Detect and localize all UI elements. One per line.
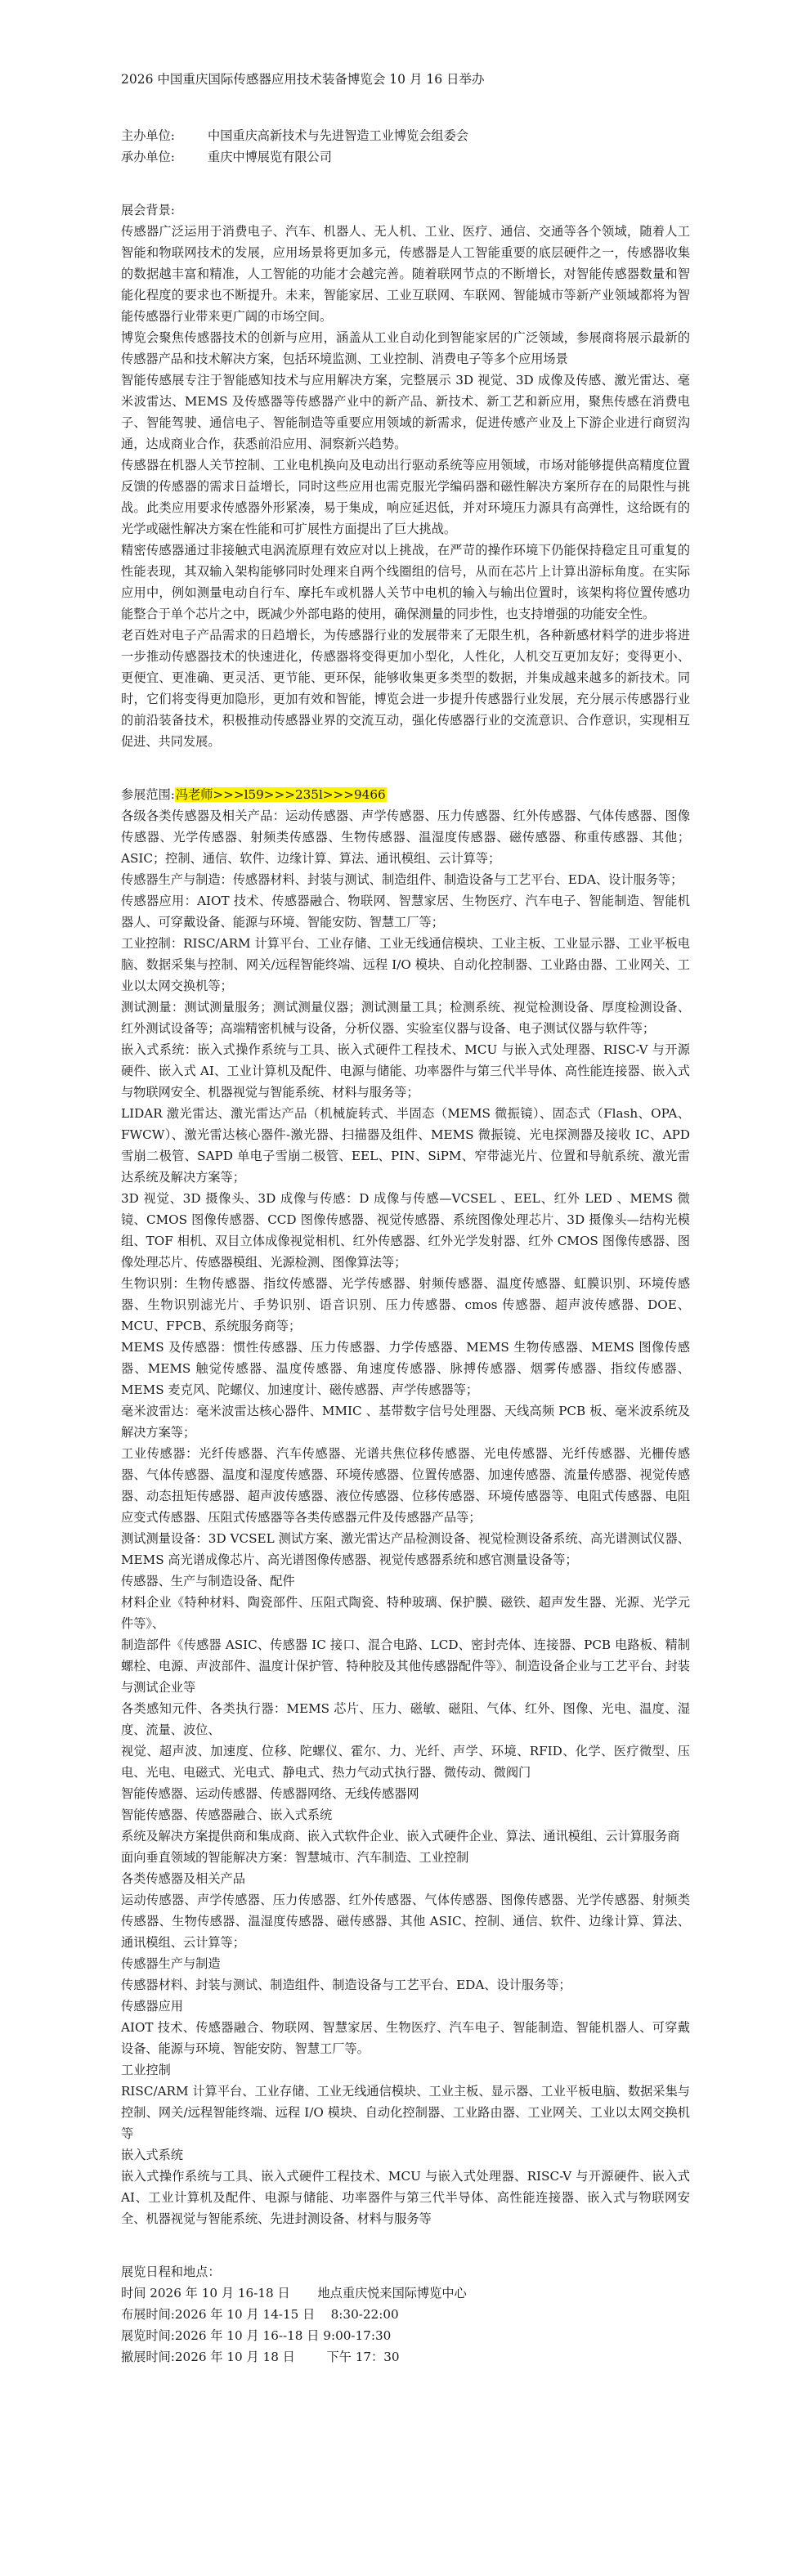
scope-paragraph: 嵌入式操作系统与工具、嵌入式硬件工程技术、MCU 与嵌入式处理器、RISC-V 与开源硬件、嵌入式 AI、工业计算机及配件、电源与储能、功率器件与第三代半导体、高性能连接器、嵌入式与物联网安全、机器视觉与智能系统、先进封测设备、材料与服务等 bbox=[121, 2169, 690, 2226]
scope-paragraph: 生物识别：生物传感器、指纹传感器、光学传感器、射频传感器、温度传感器、虹膜识别、环境传感器、生物识别滤光片、手势识别、语音识别、压力传感器、cmos 传感器、超声波传感器、DOE、MCU、FPCB、系统服务商等； bbox=[121, 1276, 690, 1333]
schedule-line: 撤展时间:2026 年 10 月 18 日 下午 17：30 bbox=[121, 2350, 400, 2364]
scope-paragraph: 材料企业《特种材料、陶瓷部件、压阻式陶瓷、特种玻璃、保护膜、磁铁、超声发生器、光源、光学元件等》、 bbox=[121, 1595, 690, 1631]
scope-paragraph: 视觉、超声波、加速度、位移、陀螺仪、霍尔、力、光纤、声学、环境、RFID、化学、医疗微型、压电、光电、电磁式、光电式、静电式、热力气动式执行器、微传动、微阀门 bbox=[121, 1744, 690, 1780]
scope-label: 参展范围: bbox=[121, 787, 175, 802]
host-label: 主办单位: bbox=[121, 128, 175, 143]
scope-paragraph: 传感器生产与制造：传感器材料、封装与测试、制造组件、制造设备与工艺平台、EDA、设计服务等； bbox=[121, 872, 683, 887]
background-paragraph: 精密传感器通过非接触式电涡流原理有效应对以上挑战，在严苛的操作环境下仍能保持稳定且可重复的性能表现，其双输入架构能够同时处理来自两个线圈组的信号，从而在芯片上计算出游标角度。在实际应用中，例如测量电动自行车、摩托车或机器人关节中电机的输入与输出位置时，该架构将位置传感功能整合于单个芯片之中，既减少外部电路的使用，确保测量的同步性，也支持增强的功能安全性。 bbox=[121, 543, 690, 621]
scope-section bbox=[121, 805, 690, 2229]
scope-paragraph: 嵌入式系统：嵌入式操作系统与工具、嵌入式硬件工程技术、MCU 与嵌入式处理器、RISC-V 与开源硬件、嵌入式 AI、工业计算机及配件、电源与储能、功率器件与第三代半导体、高性能连接器、嵌入式与物联网安全、机器视觉与智能系统、材料与服务等； bbox=[121, 1042, 690, 1100]
scope-paragraph: LIDAR 激光雷达、激光雷达产品（机械旋转式、半固态（MEMS 微振镜）、固态式（Flash、OPA、FWCW）、激光雷达核心器件-激光器、扫描器及组件、MEMS 微振镜、光电探测器及接收 IC、APD 雪崩二极管、SAPD 单电子雪崩二极管、EEL、PIN、SiPM、窄带滤光片、位置和导航系统、激光雷达系统及解决方案等； bbox=[121, 1106, 690, 1185]
scope-paragraph: RISC/ARM 计算平台、工业存储、工业无线通信模块、工业主板、显示器、工业平板电脑、数据采集与控制、网关/远程智能终端、远程 I/O 模块、自动化控制器、工业路由器、工业网关、工业以太网交换机等 bbox=[121, 2084, 690, 2141]
undertaker-label: 承办单位: bbox=[121, 150, 175, 164]
background-paragraph: 传感器广泛运用于消费电子、汽车、机器人、无人机、工业、医疗、通信、交通等各个领域，随着人工智能和物联网技术的发展，应用场景将更加多元，传感器是人工智能重要的底层硬件之一，传感器收集的数据越丰富和精准，人工智能的功能才会越完善。随着联网节点的不断增长，对智能传感器数量和智能化程度的要求也不断提升。未来，智能家居、工业互联网、车联网、智能城市等新产业领域都将为智能传感器行业带来更广阔的市场空间。 bbox=[121, 224, 690, 324]
scope-paragraph: 各类感知元件、各类执行器：MEMS 芯片、压力、磁敏、磁阻、气体、红外、图像、光电、温度、湿度、流量、波位、 bbox=[121, 1701, 690, 1737]
background-heading: 展会背景: bbox=[121, 203, 175, 217]
scope-paragraph: 各级各类传感器及相关产品：运动传感器、声学传感器、压力传感器、红外传感器、气体传感器、图像传感器、光学传感器、射频类传感器、生物传感器、温湿度传感器、磁传感器、称重传感器、其他；ASIC；控制、通信、软件、边缘计算、算法、通讯模组、云计算等； bbox=[121, 809, 690, 866]
background-paragraph: 老百姓对电子产品需求的日趋增长，为传感器行业的发展带来了无限生机，各种新感材料学的进步将进一步推动传感器技术的快速进化，传感器将变得更加小型化，人性化，人机交互更加友好；变得更小、更便宜、更准确、更灵活、更节能、更环保，能够收集更多类型的数据，并集成越来越多的新技术。同时，它们将变得更加隐形，更加有效和智能，博览会进一步提升传感器行业发展，充分展示传感器行业的前沿装备技术，积极推动传感器业界的交流互动，强化传感器行业的交流意识、合作意识，实现相互促进、共同发展。 bbox=[121, 628, 690, 749]
contact-highlight: 冯老师>>>l59>>>235l>>>9466 bbox=[175, 787, 386, 802]
scope-paragraph: 测试测量设备：3D VCSEL 测试方案、激光雷达产品检测设备、视觉检测设备系统、高光谱测试仪器、MEMS 高光谱成像芯片、高光谱图像传感器、视觉传感器系统和感官测量设备等； bbox=[121, 1531, 690, 1567]
scope-paragraph: 工业控制 bbox=[121, 2063, 171, 2077]
scope-paragraph: 传感器材料、封装与测试、制造组件、制造设备与工艺平台、EDA、设计服务等； bbox=[121, 1978, 571, 1992]
scope-paragraph: 面向垂直领域的智能解决方案：智慧城市、汽车制造、工业控制 bbox=[121, 1850, 469, 1865]
undertaker-name: 重庆中博展览有限公司 bbox=[208, 150, 332, 164]
scope-paragraph: 制造部件《传感器 ASIC、传感器 IC 接口、混合电路、LCD、密封壳体、连接器、PCB 电路板、精制螺栓、电源、声波部件、温度计保护管、特种胶及其他传感器配件等》、制造设备企业与工艺平台、封装与测试企业等 bbox=[121, 1637, 690, 1695]
scope-paragraph: 测试测量：测试测量服务；测试测量仪器；测试测量工具；检测系统、视觉检测设备、厚度检测设备、红外测试设备等；高端精密机械与设备，分析仪器、实验室仪器与设备、电子测试仪器与软件等； bbox=[121, 1000, 690, 1036]
schedule-line: 时间 2026 年 10 月 16-18 日 地点重庆悦来国际博览中心 bbox=[121, 2286, 467, 2300]
scope-paragraph: 传感器生产与制造 bbox=[121, 1956, 221, 1971]
scope-paragraph: 3D 视觉、3D 摄像头、3D 成像与传感：D 成像与传感—VCSEL 、EEL、红外 LED 、MEMS 微镜、CMOS 图像传感器、CCD 图像传感器、视觉传感器、系统图像处理芯片、3D 摄像头—结构光模组、TOF 相机、双目立体成像视觉相机、红外传感器、红外光学发射器、红外 CMOS 图像传感器、图像处理芯片、传感器模组、光源检测、图像算法等； bbox=[121, 1191, 690, 1270]
scope-paragraph: 智能传感器、传感器融合、嵌入式系统 bbox=[121, 1808, 333, 1822]
background-paragraph: 博览会聚焦传感器技术的创新与应用，涵盖从工业自动化到智能家居的广泛领域，参展商将展示最新的传感器产品和技术解决方案，包括环境监测、工业控制、消费电子等多个应用场景 bbox=[121, 330, 690, 366]
document-title: 2026 中国重庆国际传感器应用技术装备博览会 10 月 16 日举办 bbox=[121, 72, 485, 87]
scope-paragraph: MEMS 及传感器：惯性传感器、压力传感器、力学传感器、MEMS 生物传感器、MEMS 图像传感器、MEMS 触觉传感器、温度传感器、角速度传感器、脉搏传感器、烟雾传感器、指纹传感器、MEMS 麦克风、陀螺仪、加速度计、磁传感器、声学传感器等； bbox=[121, 1340, 690, 1397]
scope-paragraph: 传感器应用：AIOT 技术、传感器融合、物联网、智慧家居、生物医疗、汽车电子、智能制造、智能机器人、可穿戴设备、能源与环境、智能安防、智慧工厂等； bbox=[121, 894, 690, 930]
scope-paragraph: 工业传感器：光纤传感器、汽车传感器、光谱共焦位移传感器、光电传感器、光纤传感器、光栅传感器、气体传感器、温度和湿度传感器、环境传感器、位置传感器、加速传感器、流量传感器、视觉传感器、动态扭矩传感器、超声波传感器、液位传感器、位移传感器、环境传感器等、电阻式传感器、电阻应变式传感器、压阻式传感器等各类传感器元件及传感器产品等； bbox=[121, 1446, 690, 1525]
schedule-line: 展览时间:2026 年 10 月 16--18 日 9:00-17:30 bbox=[121, 2328, 392, 2343]
scope-paragraph: 毫米波雷达：毫米波雷达核心器件、MMIC 、基带数字信号处理器、天线高频 PCB 板、毫米波系统及解决方案等； bbox=[121, 1404, 690, 1440]
schedule-line: 布展时间:2026 年 10 月 14-15 日 8:30-22:00 bbox=[121, 2307, 399, 2322]
scope-paragraph: 传感器、生产与制造设备、配件 bbox=[121, 1574, 295, 1588]
scope-paragraph: 系统及解决方案提供商和集成商、嵌入式软件企业、嵌入式硬件企业、算法、通讯模组、云计算服务商 bbox=[121, 1829, 680, 1844]
scope-paragraph: 各类传感器及相关产品 bbox=[121, 1871, 245, 1886]
host-row bbox=[121, 125, 690, 146]
scope-paragraph: 工业控制：RISC/ARM 计算平台、工业存储、工业无线通信模块、工业主板、工业显示器、工业平板电脑、数据采集与控制、网关/远程智能终端、远程 I/O 模块、自动化控制器、工业路由器、工业网关、工业以太网交换机等； bbox=[121, 936, 690, 993]
background-section bbox=[121, 221, 690, 752]
schedule-heading: 展览日程和地点： bbox=[121, 2265, 221, 2279]
host-name: 中国重庆高新技术与先进智造工业博览会组委会 bbox=[208, 128, 468, 143]
scope-paragraph: 运动传感器、声学传感器、压力传感器、红外传感器、气体传感器、图像传感器、光学传感器、射频类传感器、生物传感器、温湿度传感器、磁传感器、其他 ASIC、控制、通信、软件、边缘计算、算法、通讯模组、云计算等； bbox=[121, 1893, 690, 1950]
scope-paragraph: 传感器应用 bbox=[121, 1999, 183, 2014]
undertaker-row bbox=[121, 146, 690, 168]
schedule-section bbox=[121, 2283, 690, 2368]
scope-paragraph: AIOT 技术、传感器融合、物联网、智慧家居、生物医疗、汽车电子、智能制造、智能机器人、可穿戴设备、能源与环境、智能安防、智慧工厂等。 bbox=[121, 2020, 690, 2056]
scope-paragraph: 智能传感器、运动传感器、传感器网络、无线传感器网 bbox=[121, 1786, 419, 1801]
scope-paragraph: 嵌入式系统 bbox=[121, 2148, 183, 2162]
background-paragraph: 智能传感展专注于智能感知技术与应用解决方案，完整展示 3D 视觉、3D 成像及传感、激光雷达、毫米波雷达、MEMS 及传感器等传感器产业中的新产品、新技术、新工艺和新应用，聚焦传感在消费电子、智能驾驶、通信电子、智能制造等重要应用领域的新需求，促进传感产业及上下游企业进行商贸沟通，达成商业合作，获悉前沿应用、洞察新兴趋势。 bbox=[121, 373, 690, 451]
background-paragraph: 传感器在机器人关节控制、工业电机换向及电动出行驱动系统等应用领域，市场对能够提供高精度位置反馈的传感器的需求日益增长，同时这些应用也需克服光学编码器和磁性解决方案所存在的局限性与挑战。此类应用要求传感器外形紧凑，易于集成，响应延迟低，并对环境压力源具有高弹性，这给既有的光学或磁性解决方案在性能和可扩展性方面提出了巨大挑战。 bbox=[121, 458, 690, 536]
scope-contact-line bbox=[121, 784, 690, 805]
